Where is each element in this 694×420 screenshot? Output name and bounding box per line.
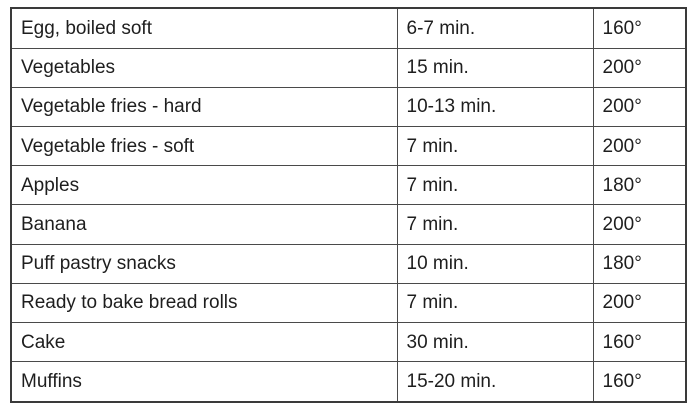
temperature-cell: 180° bbox=[593, 166, 686, 205]
temperature-cell: 160° bbox=[593, 362, 686, 402]
food-item-cell: Vegetable fries - hard bbox=[11, 87, 397, 126]
time-cell: 30 min. bbox=[397, 323, 593, 362]
food-item-cell: Apples bbox=[11, 166, 397, 205]
time-cell: 6-7 min. bbox=[397, 8, 593, 48]
table-row bbox=[11, 323, 686, 362]
table-body bbox=[11, 8, 686, 402]
food-item-cell: Cake bbox=[11, 323, 397, 362]
temperature-cell: 180° bbox=[593, 244, 686, 283]
temperature-cell: 160° bbox=[593, 8, 686, 48]
time-cell: 15-20 min. bbox=[397, 362, 593, 402]
food-item-cell: Vegetable fries - soft bbox=[11, 127, 397, 166]
table-row bbox=[11, 205, 686, 244]
table-row bbox=[11, 87, 686, 126]
temperature-cell: 200° bbox=[593, 48, 686, 87]
table-row bbox=[11, 48, 686, 87]
time-cell: 7 min. bbox=[397, 283, 593, 322]
cooking-times-table bbox=[10, 7, 687, 403]
time-cell: 7 min. bbox=[397, 127, 593, 166]
temperature-cell: 200° bbox=[593, 127, 686, 166]
time-cell: 10-13 min. bbox=[397, 87, 593, 126]
temperature-cell: 200° bbox=[593, 87, 686, 126]
food-item-cell: Muffins bbox=[11, 362, 397, 402]
time-cell: 7 min. bbox=[397, 205, 593, 244]
food-item-cell: Puff pastry snacks bbox=[11, 244, 397, 283]
table-row bbox=[11, 166, 686, 205]
time-cell: 10 min. bbox=[397, 244, 593, 283]
temperature-cell: 200° bbox=[593, 205, 686, 244]
table-row bbox=[11, 244, 686, 283]
table-row bbox=[11, 283, 686, 322]
time-cell: 7 min. bbox=[397, 166, 593, 205]
table-row bbox=[11, 362, 686, 402]
table-row bbox=[11, 127, 686, 166]
temperature-cell: 200° bbox=[593, 283, 686, 322]
food-item-cell: Banana bbox=[11, 205, 397, 244]
food-item-cell: Egg, boiled soft bbox=[11, 8, 397, 48]
food-item-cell: Ready to bake bread rolls bbox=[11, 283, 397, 322]
temperature-cell: 160° bbox=[593, 323, 686, 362]
food-item-cell: Vegetables bbox=[11, 48, 397, 87]
table-row bbox=[11, 8, 686, 48]
time-cell: 15 min. bbox=[397, 48, 593, 87]
